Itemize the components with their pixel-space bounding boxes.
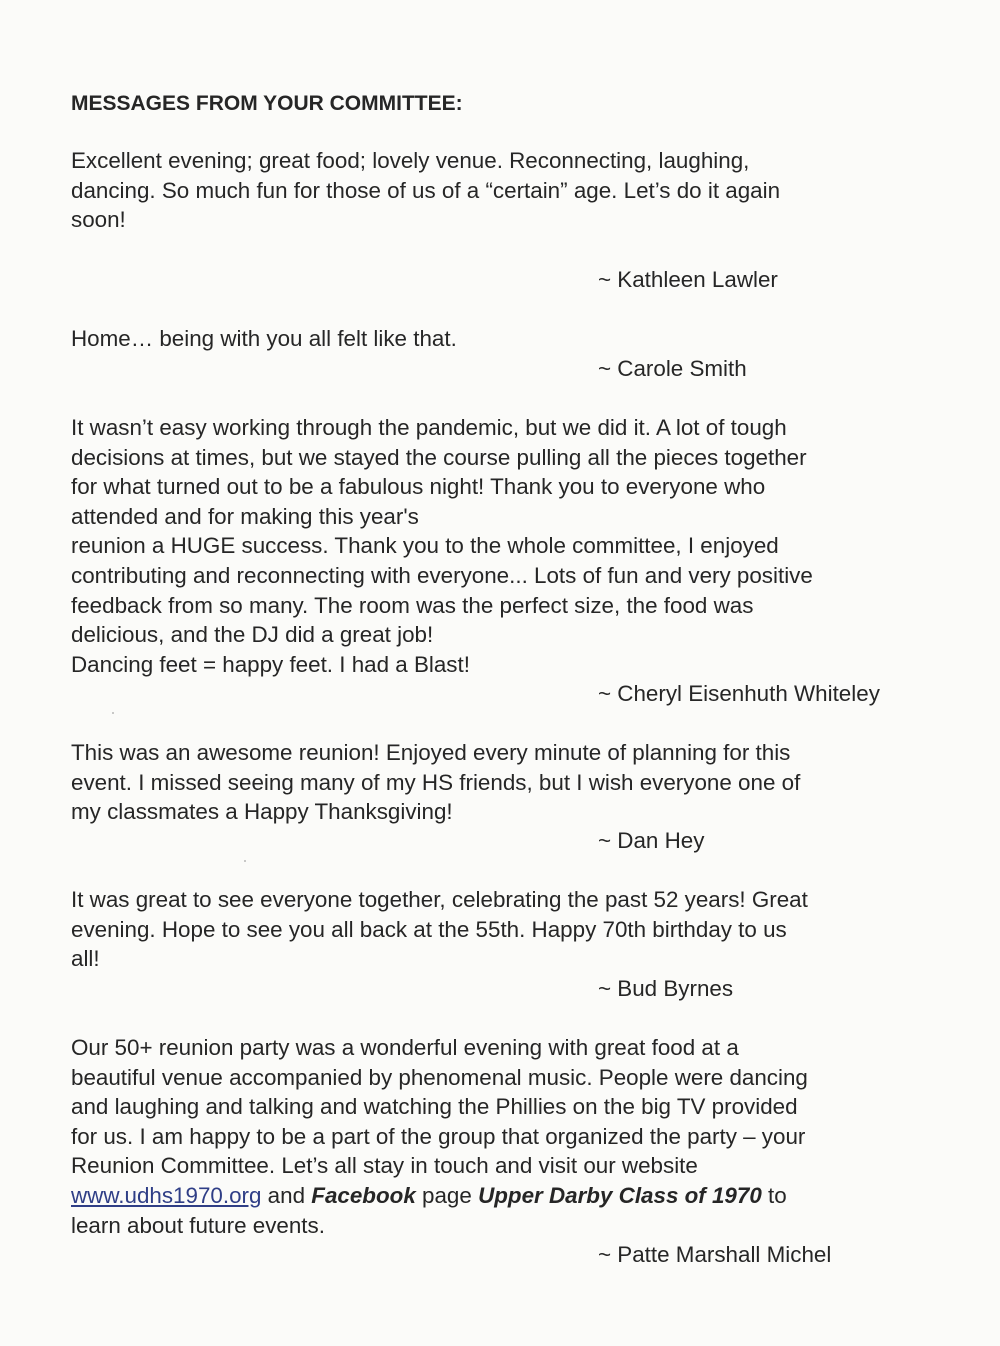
message-line: delicious, and the DJ did a great job! (71, 622, 434, 648)
message-cheryl-eisenhuth-whiteley (71, 413, 941, 679)
page-title: MESSAGES FROM YOUR COMMITTEE: (71, 92, 463, 115)
message-bud-byrnes (71, 885, 941, 974)
message-line: It was great to see everyone together, celebrating the past 52 years! Great (71, 887, 808, 912)
message-line: dancing. So much fun for those of us of a “certain” age. Let’s do it again (71, 177, 781, 203)
inline-text: page (415, 1182, 479, 1208)
message-line: my classmates a Happy Thanksgiving! (71, 799, 453, 825)
scan-speck (244, 860, 246, 862)
message-line: and laughing and talking and watching the Phillies on the big TV provided (71, 1094, 798, 1120)
message-line: event. I missed seeing many of my HS friends, but I wish everyone one of (71, 769, 801, 795)
message-line: Reunion Committee. Let’s all stay in touch and visit our website (71, 1153, 698, 1179)
message-line: beautiful venue accompanied by phenomenal music. People were dancing (71, 1064, 808, 1090)
message-line: Excellent evening; great food; lovely venue. Reconnecting, laughing, (71, 148, 750, 173)
signature-patte-marshall-michel: ~ Patte Marshall Michel (598, 1242, 832, 1267)
message-line: It wasn’t easy working through the pandemic, but we did it. A lot of tough (71, 415, 787, 440)
message-line: learn about future events. (71, 1212, 325, 1238)
signature-cheryl-eisenhuth-whiteley: ~ Cheryl Eisenhuth Whiteley (598, 681, 880, 706)
signature-bud-byrnes: ~ Bud Byrnes (598, 976, 734, 1001)
message-line: attended and for making this year's (71, 503, 419, 529)
facebook-text: Facebook (311, 1182, 416, 1208)
message-line-with-links (71, 1181, 941, 1211)
message-line: This was an awesome reunion! Enjoyed every minute of planning for this (71, 740, 791, 765)
signature-kathleen-lawler: ~ Kathleen Lawler (598, 267, 778, 292)
message-line: feedback from so many. The room was the perfect size, the food was (71, 592, 754, 618)
message-line: evening. Hope to see you all back at the 55th. Happy 70th birthday to us (71, 916, 787, 942)
message-line: soon! (71, 207, 126, 233)
message-line: for what turned out to be a fabulous night! Thank you to everyone who (71, 474, 766, 500)
message-line: for us. I am happy to be a part of the group that organized the party – your (71, 1123, 806, 1149)
message-line: Dancing feet = happy feet. I had a Blast! (71, 651, 470, 677)
message-kathleen-lawler (71, 146, 941, 235)
message-line: Home… being with you all felt like that. (71, 326, 457, 351)
message-line: Our 50+ reunion party was a wonderful evening with great food at a (71, 1035, 739, 1060)
signature-carole-smith: ~ Carole Smith (598, 356, 747, 381)
message-patte-marshall-michel (71, 1033, 941, 1240)
message-dan-hey (71, 738, 941, 827)
scan-speck (112, 712, 114, 714)
message-carole-smith (71, 324, 941, 354)
message-line: decisions at times, but we stayed the course pulling all the pieces together (71, 444, 807, 470)
website-link[interactable]: www.udhs1970.org (71, 1182, 262, 1208)
inline-text: and (261, 1182, 312, 1208)
facebook-page-name: Upper Darby Class of 1970 (478, 1182, 762, 1208)
inline-text: to (761, 1182, 787, 1208)
message-line: all! (71, 946, 100, 972)
message-line: contributing and reconnecting with everyone... Lots of fun and very positive (71, 562, 813, 588)
message-line: reunion a HUGE success. Thank you to the whole committee, I enjoyed (71, 533, 779, 559)
signature-dan-hey: ~ Dan Hey (598, 828, 705, 853)
